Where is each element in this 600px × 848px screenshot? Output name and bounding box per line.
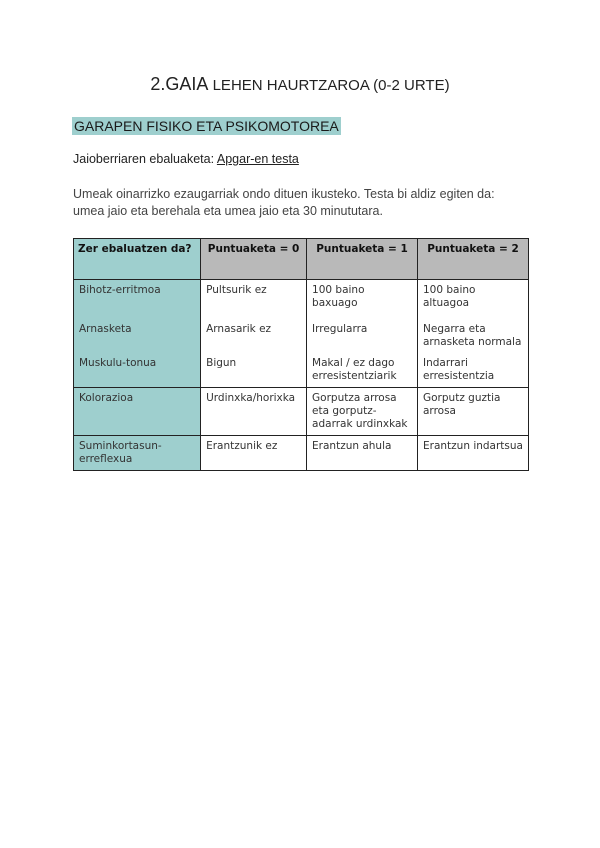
subheading	[73, 152, 299, 166]
table-row	[74, 388, 529, 436]
score-cell: Indarrari erresistentzia	[418, 353, 529, 388]
score-cell: Erantzunik ez	[201, 436, 307, 471]
criterion-cell: Muskulu-tonua	[74, 353, 201, 388]
criterion-cell: Bihotz-erritmoa	[74, 280, 201, 320]
apgar-test-link[interactable]: Apgar-en testa	[216, 152, 299, 166]
header-score-1: Puntuaketa = 1	[307, 239, 418, 280]
apgar-table	[73, 238, 529, 471]
title-number: 2.GAIA	[150, 74, 209, 94]
criterion-cell: Kolorazioa	[74, 388, 201, 436]
table-row	[74, 319, 529, 353]
section-heading: GARAPEN FISIKO ETA PSIKOMOTOREA	[74, 118, 339, 134]
score-cell: Irregularra	[307, 319, 418, 353]
score-cell: Negarra eta arnasketa normala	[418, 319, 529, 353]
table-row	[74, 436, 529, 471]
table-row	[74, 353, 529, 388]
score-cell: 100 baino altuagoa	[418, 280, 529, 320]
score-cell: 100 baino baxuago	[307, 280, 418, 320]
score-cell: Arnasarik ez	[201, 319, 307, 353]
score-cell: Erantzun indartsua	[418, 436, 529, 471]
document-title	[0, 74, 600, 95]
table-row	[74, 280, 529, 320]
score-cell: Makal / ez dago erresistentziarik	[307, 353, 418, 388]
intro-paragraph: Umeak oinarrizko ezaugarriak ondo dituen ikusteko. Testa bi aldiz egiten da: umea jaio eta berehala eta umea jaio eta 30 minututara.	[73, 187, 495, 218]
score-cell: Gorputza arrosa eta gorputz-adarrak urdinxkak	[307, 388, 418, 436]
score-cell: Pultsurik ez	[201, 280, 307, 320]
title-text: LEHEN HAURTZAROA (0-2 URTE)	[212, 77, 450, 94]
score-cell: Erantzun ahula	[307, 436, 418, 471]
header-criterion: Zer ebaluatzen da?	[74, 239, 201, 280]
subheading-label: Jaioberriaren ebaluaketa:	[73, 152, 215, 166]
header-score-0: Puntuaketa = 0	[201, 239, 307, 280]
criterion-cell: Suminkortasun-erreflexua	[74, 436, 201, 471]
score-cell: Bigun	[201, 353, 307, 388]
table-header-row	[74, 239, 529, 280]
criterion-cell: Arnasketa	[74, 319, 201, 353]
score-cell: Urdinxka/horixka	[201, 388, 307, 436]
score-cell: Gorputz guztia arrosa	[418, 388, 529, 436]
header-score-2: Puntuaketa = 2	[418, 239, 529, 280]
